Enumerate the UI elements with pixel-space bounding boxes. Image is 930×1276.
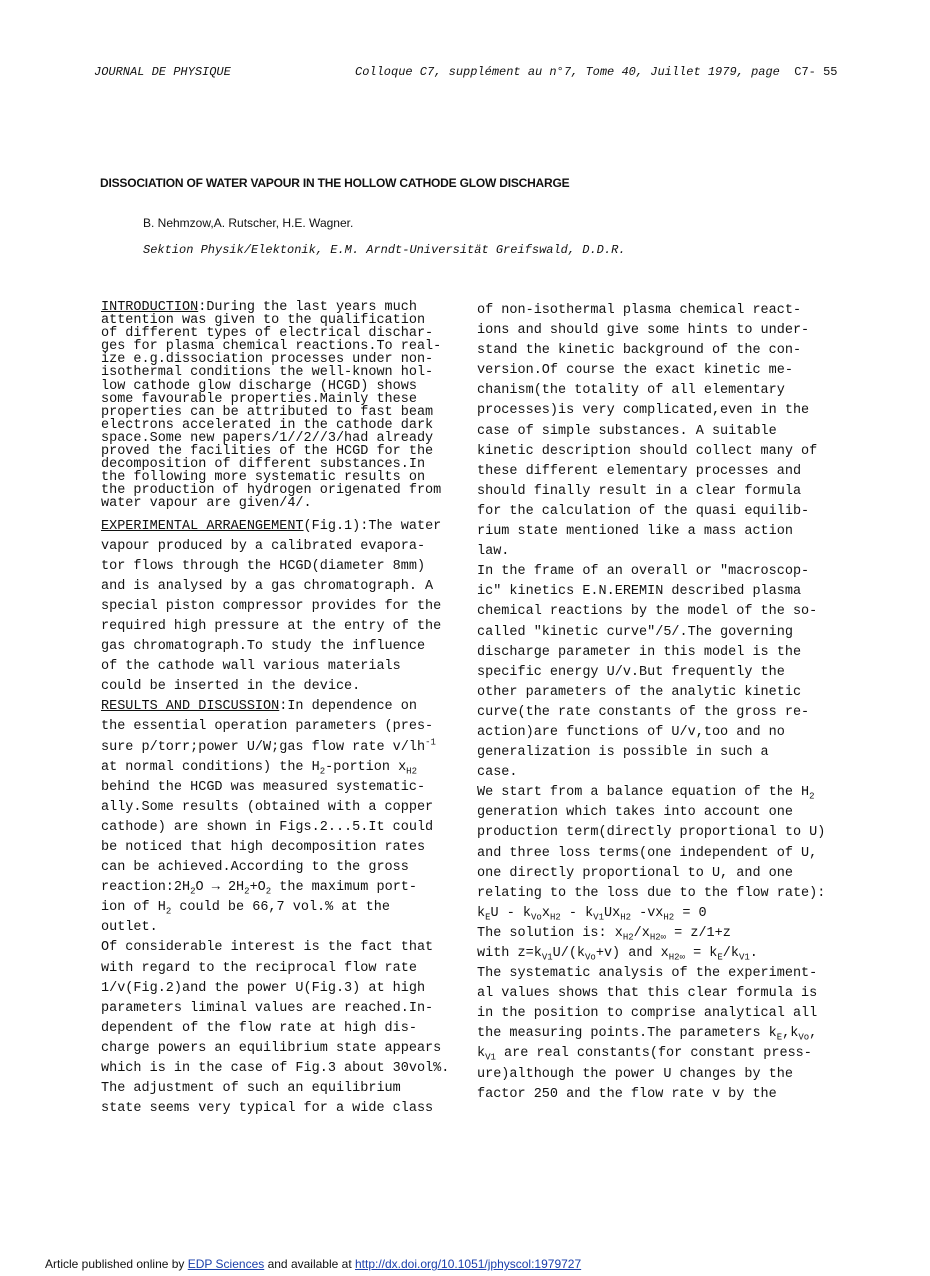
text-line: INTRODUCTION:During the last years much: [101, 300, 417, 315]
text-line: vapour produced by a calibrated evapora-: [101, 538, 426, 554]
text-line: decomposition of different substances.In: [101, 457, 426, 473]
text-line: discharge parameter in this model is the: [477, 644, 802, 660]
text-line: other parameters of the analytic kinetic: [477, 684, 802, 700]
text-line: properties can be attributed to fast beam: [101, 404, 434, 420]
doi-link[interactable]: http://dx.doi.org/10.1051/jphyscol:1979727: [354, 1257, 582, 1271]
text-line: relating to the loss due to the flow rate):: [477, 885, 826, 901]
text-line: low cathode glow discharge (HCGD) shows: [101, 378, 417, 394]
text-line: some favourable properties.Mainly these: [101, 391, 417, 407]
text-line: the production of hydrogen origenated from: [101, 483, 442, 499]
right-column: [477, 301, 839, 1105]
text-line: state seems very typical for a wide class: [101, 1101, 434, 1117]
text-line: attention was given to the qualification: [101, 313, 426, 329]
text-line: rium state mentioned like a mass action: [477, 524, 793, 540]
definition-line: with $z=k_{V1}U/(k_{Vo}+v)$ and $x_{H2\infty} = k_E/k_{V1}$.: [477, 946, 758, 963]
text-line: Of considerable interest is the fact that: [101, 940, 434, 956]
text-line: in the position to comprise analytical all: [477, 1006, 818, 1022]
text-line: of non-isothermal plasma chemical react-: [477, 303, 802, 318]
text-line: charge powers an equilibrium state appears: [101, 1040, 442, 1056]
text-line: of different types of electrical dischar-: [101, 326, 434, 342]
publisher-link[interactable]: EDP Sciences: [187, 1257, 265, 1271]
text-line: outlet.: [101, 920, 158, 936]
text-line: case of simple substances. A suitable: [477, 423, 777, 439]
text-line: ure)although the power U changes by the: [477, 1066, 793, 1082]
text-line: should finally result in a clear formula: [477, 483, 802, 499]
text-line: behind the HCGD was measured systematic-: [101, 779, 426, 795]
text-line: We start from a balance equation of the $H_2$: [477, 785, 815, 802]
text-line: the following more systematic results on: [101, 470, 426, 486]
text-line: electrons accelerated in the cathode dark: [101, 417, 434, 433]
footer: Article published online by EDP Sciences and available at http://dx.doi.org/10.1051/jphyscol:1979727: [45, 1257, 582, 1271]
text-line: RESULTS AND DISCUSSION:In dependence on: [101, 699, 417, 715]
text-line: ion of $H_2$ could be 66,7 vol.% at the: [101, 900, 390, 917]
text-line: the essential operation parameters (pres-: [101, 719, 434, 735]
text-line: these different elementary processes and: [477, 463, 802, 479]
text-line: In the frame of an overall or "macroscop-: [477, 564, 810, 580]
text-line: The adjustment of such an equilibrium: [101, 1081, 401, 1097]
experimental-heading: EXPERIMENTAL ARRAENGEMENT: [101, 518, 304, 534]
text-line: space.Some new papers/1//2//3/had already: [101, 430, 434, 446]
text-line: be noticed that high decomposition rates: [101, 840, 426, 855]
text-line: ally.Some results (obtained with a copper: [101, 799, 434, 815]
solution-line: The solution is: $x_{H2}/x_{H2\infty} = z/1+z$: [477, 925, 731, 943]
text-line: action)are functions of U/v,too and no: [477, 724, 785, 740]
text-line: required high pressure at the entry of the: [101, 618, 442, 634]
results-heading: RESULTS AND DISCUSSION: [101, 699, 280, 715]
balance-equation: $k_EU - k_{Vo}x_{H2} - k_{V1}Ux_{H2}$ $-vx_{H2} = 0$: [477, 905, 707, 923]
text-line: dependent of the flow rate at high dis-: [101, 1020, 417, 1036]
text-line: specific energy U/v.But frequently the: [477, 664, 785, 680]
text-line: processes)is very complicated,even in the: [477, 403, 810, 419]
page-number: C7- 55: [794, 65, 838, 79]
text-line: can be achieved.According to the gross: [101, 860, 409, 876]
superscript: -1: [425, 737, 436, 748]
text-line: EXPERIMENTAL ARRAENGEMENT(Fig.1):The water: [101, 518, 442, 534]
text-line: The systematic analysis of the experiment-: [477, 966, 818, 982]
text-line: and three loss terms(one independent of U,: [477, 845, 818, 861]
text-line: which is in the case of Fig.3 about 30vol%.: [101, 1061, 450, 1077]
text-line: of the cathode wall various materials: [101, 659, 401, 675]
text-line: ges for plasma chemical reactions.To real-: [101, 339, 442, 355]
reaction-line: $reaction:2H_2O \to 2H_2+O_2$ the maximum port-: [101, 880, 417, 897]
article-authors: B. Nehmzow,A. Rutscher, H.E. Wagner.: [143, 216, 354, 230]
text-line: chemical reactions by the model of the so-: [477, 604, 818, 620]
text-line: one directly proportional to U, and one: [477, 865, 793, 881]
text-line: case.: [477, 765, 518, 781]
text-line: sure p/torr;power U/W;gas flow rate $v/lh^{-1}$: [101, 737, 436, 755]
introduction-paragraph: [101, 301, 463, 511]
text-line: stand the kinetic background of the con-: [477, 343, 802, 359]
citation-text: Colloque C7, supplément au n°7, Tome 40, Juillet 1979, page: [355, 65, 780, 79]
text-line: generation which takes into account one: [477, 805, 793, 821]
text-line: version.Of course the exact kinetic me-: [477, 363, 793, 379]
text-line: al values shows that this clear formula is: [477, 986, 818, 1002]
text-line: factor 250 and the flow rate v by the: [477, 1086, 777, 1102]
text-line: tor flows through the HCGD(diameter 8mm): [101, 558, 426, 574]
text-line: special piston compressor provides for the: [101, 598, 442, 614]
text-line: isothermal conditions the well-known hol-: [101, 365, 434, 381]
article-title: DISSOCIATION OF WATER VAPOUR IN THE HOLLOW CATHODE GLOW DISCHARGE: [100, 176, 570, 190]
left-column: [101, 301, 463, 1119]
introduction-heading: INTRODUCTION: [101, 300, 199, 315]
text-line: law.: [477, 544, 510, 560]
text-line: 1/v(Fig.2)and the power U(Fig.3) at high: [101, 980, 426, 996]
journal-name: JOURNAL DE PHYSIQUE: [94, 65, 231, 79]
text-line: the measuring points.The parameters $k_E,k_{Vo}$,: [477, 1026, 818, 1044]
citation-header: [355, 65, 838, 79]
text-line: chanism(the totality of all elementary: [477, 383, 785, 399]
text-line: kinetic description should collect many of: [477, 443, 818, 459]
reaction-arrow-icon: →: [211, 880, 220, 896]
text-line: cathode) are shown in Figs.2...5.It could: [101, 819, 434, 835]
text-line: could be inserted in the device.: [101, 679, 361, 695]
text-line: $k_{V1}$ are real constants(for constant press-: [477, 1046, 812, 1064]
text-line: ic" kinetics E.N.EREMIN described plasma: [477, 584, 802, 600]
text-line: parameters liminal values are reached.In-: [101, 1000, 434, 1016]
text-line: proved the facilities of the HCGD for the: [101, 444, 434, 460]
article-affiliation: Sektion Physik/Elektonik, E.M. Arndt-Universität Greifswald, D.D.R.: [143, 243, 626, 257]
text-line: for the calculation of the quasi equilib-: [477, 503, 810, 519]
text-line: and is analysed by a gas chromatograph. A: [101, 578, 434, 594]
text-line: called "kinetic curve"/5/.The governing: [477, 624, 793, 640]
text-line: ions and should give some hints to under-: [477, 323, 810, 339]
text-line: production term(directly proportional to U): [477, 825, 826, 841]
experimental-paragraph: [101, 517, 463, 698]
text-line: water vapour are given/4/.: [101, 496, 312, 512]
text-line: at normal conditions) the $H_2$-portion $x_{H2}$: [101, 759, 417, 777]
text-line: generalization is possible in such a: [477, 745, 769, 761]
text-line: with regard to the reciprocal flow rate: [101, 960, 417, 976]
text-line: ize e.g.dissociation processes under non-: [101, 352, 434, 368]
text-line: gas chromatograph.To study the influence: [101, 639, 426, 655]
results-paragraph: [101, 697, 463, 1119]
text-line: curve(the rate constants of the gross re-: [477, 704, 810, 720]
